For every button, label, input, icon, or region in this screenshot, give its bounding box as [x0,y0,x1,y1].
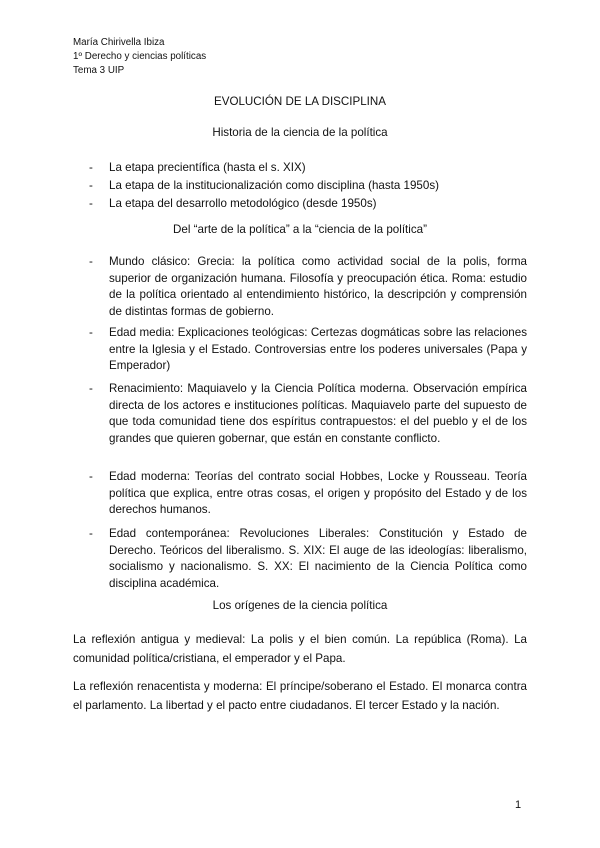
section-heading-origins: Los orígenes de la ciencia política [212,599,388,612]
author-name: María Chirivella Ibiza [73,37,165,48]
paragraph-ancient-medieval: La reflexión antigua y medieval: La polis y el bien común. La república (Roma). La comunidad política/cristiana, el emperador y el Papa. [73,633,527,665]
section-heading-history: Historia de la ciencia de la política [212,126,388,139]
document-header [73,36,206,78]
periods-list [73,469,527,519]
list-item [73,381,527,447]
list-item-text: Edad moderna: Teorías del contrato social Hobbes, Locke y Rousseau. Teoría política que explica, entre otras cosas, el origen y propósito del Estado y de los derechos humanos. [109,470,527,516]
bullet-dash: - [89,197,93,210]
bullet-dash: - [89,161,93,174]
periods-list [73,381,527,447]
list-item-text: La etapa de la institucionalización como disciplina (hasta 1950s) [109,179,439,192]
list-item [73,159,527,177]
course-name: 1º Derecho y ciencias políticas [73,51,207,62]
list-item-text: Mundo clásico: Grecia: la política como actividad social de la polis, forma superior de organización humana. Filosofía y preocupación ética. Roma: estudio de la política orientado al entendimiento histórico, la descripción y comprensión de distintas formas de gobierno. [109,255,527,318]
paragraph-renaissance-modern: La reflexión renacentista y moderna: El príncipe/soberano el Estado. El monarca contra el parlamento. La libertad y el pacto entre ciudadanos. El tercer Estado y la nación. [73,680,527,712]
list-item-text: La etapa del desarrollo metodológico (desde 1950s) [109,197,377,210]
list-item [73,254,527,320]
periods-list [73,254,527,320]
bullet-dash: - [89,470,93,483]
list-item [73,469,527,519]
list-item-text: La etapa precientífica (hasta el s. XIX) [109,161,306,174]
topic-label: Tema 3 UIP [73,65,125,76]
list-item-text: Renacimiento: Maquiavelo y la Ciencia Política moderna. Observación empírica directa de los actores e instituciones políticas. Maquiavelo parte del supuesto de que toda comunidad tiene dos espíritus contrapuestos: el del pueblo y el de los grandes que quieren gobernar, que están en constante conflicto. [109,382,527,445]
document-title: EVOLUCIÓN DE LA DISCIPLINA [213,95,387,108]
list-item [73,325,527,375]
bullet-dash: - [89,326,93,339]
section-heading-art-to-science: Del “arte de la política” a la “ciencia de la política” [173,223,427,236]
list-item-text: Edad media: Explicaciones teológicas: Certezas dogmáticas sobre las relaciones entre la Iglesia y el Estado. Controversias entre los poderes universales (Papa y Emperador) [109,326,527,372]
periods-list [73,526,527,592]
bullet-dash: - [89,255,93,268]
stages-list [73,159,527,213]
list-item [73,177,527,195]
list-item [73,526,527,592]
bullet-dash: - [89,179,93,192]
bullet-dash: - [89,382,93,395]
bullet-dash: - [89,527,93,540]
page-number: 1 [515,799,522,811]
list-item [73,195,527,213]
list-item-text: Edad contemporánea: Revoluciones Liberales: Constitución y Estado de Derecho. Teóricos del liberalismo. S. XIX: El auge de las ideologías: liberalismo, socialismo y nacionalismo. S. XX: El nacimiento de la Ciencia Política como disciplina académica. [109,527,527,590]
periods-list [73,325,527,375]
